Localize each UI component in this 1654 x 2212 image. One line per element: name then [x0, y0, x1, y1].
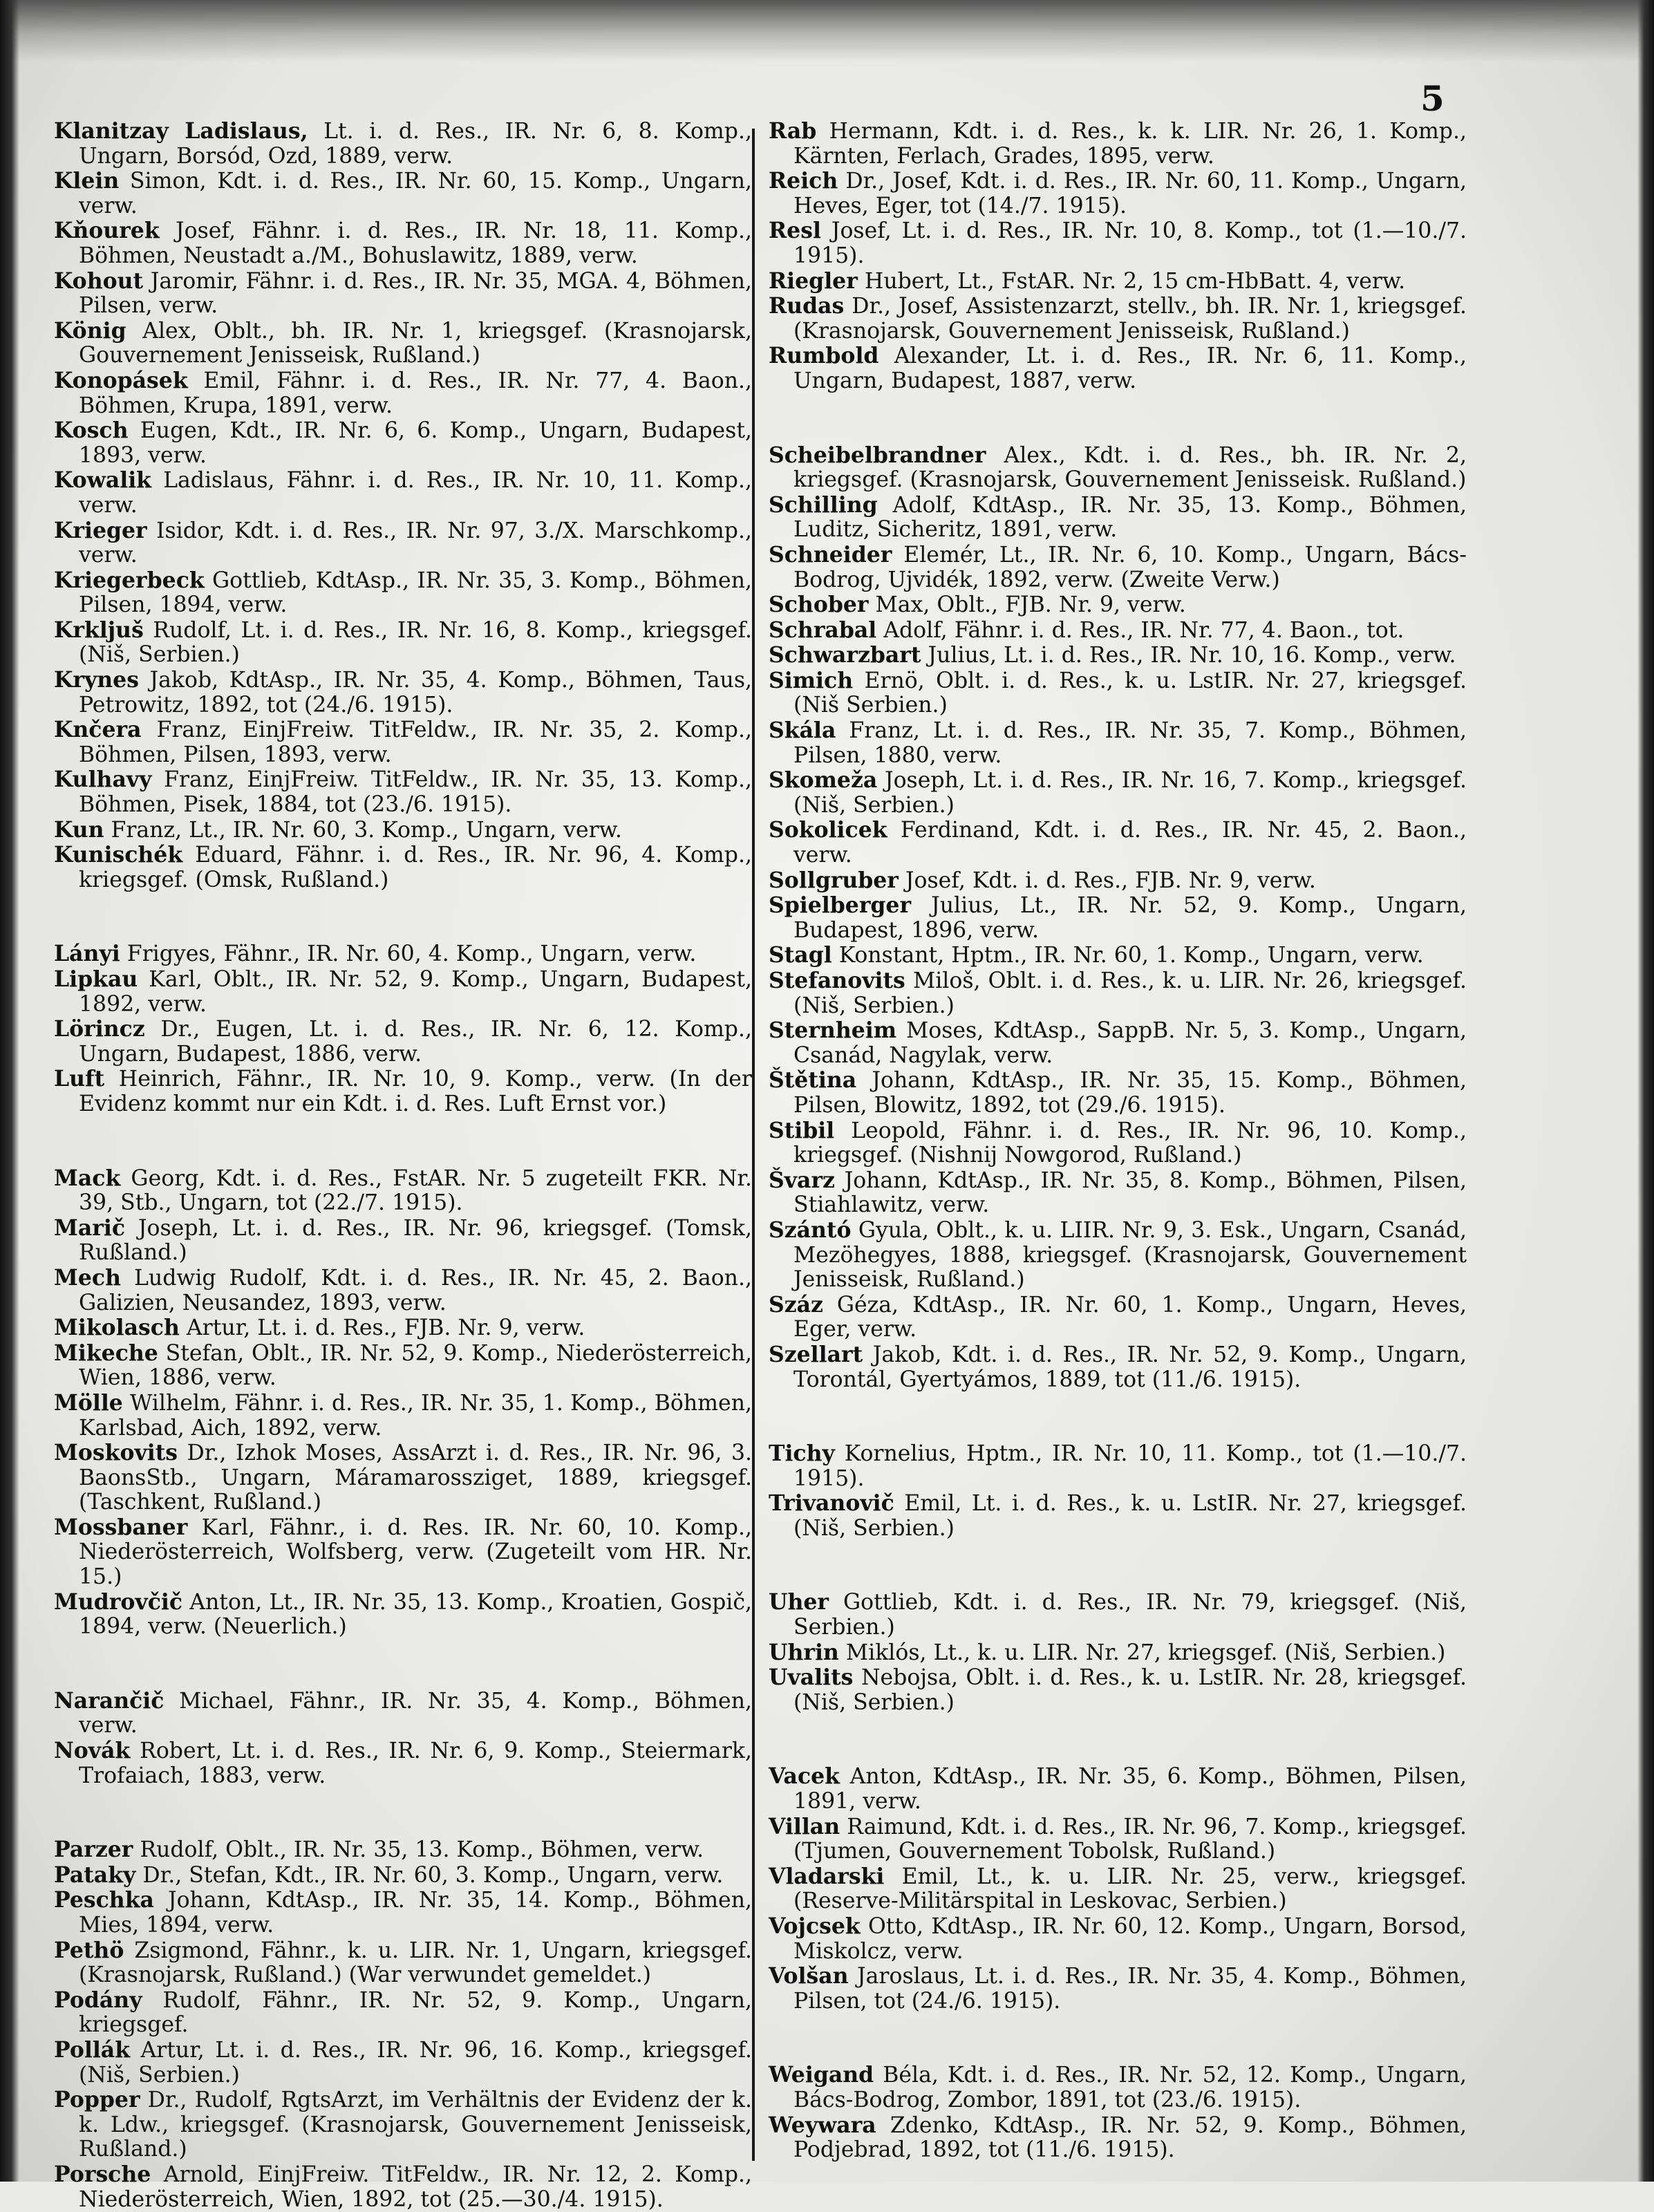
- section-gap: [769, 2014, 1467, 2063]
- entry-details: Arnold, EinjFreiw. TitFeldw., IR. Nr. 12, 2. Komp., Niederösterreich, Wien, 1892, tot (25.—30./4. 1915).: [79, 2162, 753, 2212]
- entry-details: Rudolf, Fähnr., IR. Nr. 52, 9. Komp., Ungarn, kriegsgef.: [79, 1987, 753, 2038]
- list-entry: [769, 718, 1467, 768]
- list-entry: [54, 1738, 752, 1788]
- entry-surname: Skomeža: [769, 767, 878, 794]
- entry-details: Leopold, Fähnr. i. d. Res., IR. Nr. 96, 10. Komp., kriegsgef. (Nishnij Nowgorod, Rußland.): [793, 1118, 1467, 1168]
- entry-surname: Weigand: [769, 2062, 874, 2088]
- entry-details: Zdenko, KdtAsp., IR. Nr. 52, 9. Komp., Böhmen, Podjebrad, 1892, tot (11./6. 1915).: [793, 2112, 1467, 2163]
- entry-surname: Pataky: [54, 1862, 136, 1888]
- entry-surname: Spielberger: [769, 892, 912, 919]
- entry-surname: Villan: [769, 1813, 840, 1839]
- entry-details: Hermann, Kdt. i. d. Res., k. k. LIR. Nr. 26, 1. Komp., Kärnten, Ferlach, Grades, 1895, verw.: [793, 119, 1467, 169]
- entry-details: Gottlieb, KdtAsp., IR. Nr. 35, 3. Komp., Böhmen, Pilsen, 1894, verw.: [79, 568, 752, 618]
- list-entry: [769, 1441, 1467, 1491]
- entry-details: Ferdinand, Kdt. i. d. Res., IR. Nr. 45, 2. Baon., verw.: [793, 818, 1467, 868]
- entry-surname: Luft: [54, 1066, 105, 1092]
- list-entry: [769, 618, 1467, 644]
- list-entry: [769, 1964, 1467, 2014]
- entry-surname: Mossbaner: [54, 1514, 188, 1540]
- entry-surname: Stagl: [769, 942, 832, 968]
- entry-details: Adolf, Fähnr. i. d. Res., IR. Nr. 77, 4. Baon., tot.: [883, 617, 1404, 643]
- entry-details: Miklós, Lt., k. u. LIR. Nr. 27, kriegsgef. (Niš, Serbien.): [845, 1640, 1446, 1665]
- list-entry: [54, 618, 752, 668]
- list-entry: [54, 718, 752, 767]
- entry-details: Josef, Fähnr. i. d. Res., IR. Nr. 18, 11. Komp., Böhmen, Neustadt a./M., Bohuslawitz, 1889, verw.: [79, 218, 753, 268]
- section-gap: [769, 1392, 1467, 1441]
- entry-details: Karl, Oblt., IR. Nr. 52, 9. Komp., Ungarn, Budapest, 1892, verw.: [79, 967, 752, 1017]
- list-entry: [54, 1863, 752, 1888]
- entry-surname: Mudrovčič: [54, 1588, 183, 1615]
- list-entry: [769, 2063, 1467, 2112]
- entry-details: Dr., Stefan, Kdt., IR. Nr. 60, 3. Komp., Ungarn, verw.: [142, 1862, 724, 1888]
- list-entry: [54, 1938, 752, 1988]
- list-entry: [769, 269, 1467, 294]
- entry-surname: Kohout: [54, 268, 144, 294]
- list-entry: [769, 768, 1467, 818]
- entry-surname: Resl: [769, 218, 821, 244]
- list-entry: [54, 1067, 752, 1116]
- entry-details: Dr., Josef, Assistenzarzt, stellv., bh. IR. Nr. 1, kriegsgef. (Krasnojarsk, Gouvernement Jenisseisk, Rußland.): [793, 294, 1467, 344]
- entry-details: Emil, Fähnr. i. d. Res., IR. Nr. 77, 4. Baon., Böhmen, Krupa, 1891, verw.: [79, 368, 753, 418]
- entry-surname: Štětina: [769, 1067, 857, 1094]
- section-gap: [769, 394, 1467, 443]
- list-entry: [769, 1018, 1467, 1068]
- list-entry: [769, 1815, 1467, 1864]
- entry-surname: Pethö: [54, 1937, 124, 1963]
- scan-shadow-right: [1637, 0, 1654, 2182]
- entry-surname: Pollák: [54, 2036, 131, 2063]
- entry-surname: Schwarzbart: [769, 642, 921, 668]
- left-column: [54, 119, 752, 2212]
- entry-surname: Uher: [769, 1589, 829, 1615]
- list-entry: [769, 294, 1467, 344]
- entry-details: Gyula, Oblt., k. u. LIIR. Nr. 9, 3. Esk., Ungarn, Csanád, Mezöhegyes, 1888, kriegsgef. (Krasnojarsk, Gouvernement Jenisseisk, Rußland.): [793, 1217, 1467, 1293]
- entry-surname: Vacek: [769, 1763, 840, 1790]
- entry-details: Kornelius, Hptm., IR. Nr. 10, 11. Komp., tot (1.—10./7. 1915).: [793, 1441, 1467, 1491]
- section-gap: [769, 1541, 1467, 1590]
- entry-details: Ernö, Oblt. i. d. Res., k. u. LstIR. Nr. 27, kriegsgef. (Niš Serbien.): [793, 668, 1467, 718]
- list-entry: [769, 1491, 1467, 1541]
- entry-details: Joseph, Lt. i. d. Res., IR. Nr. 16, 7. Komp., kriegsgef. (Niš, Serbien.): [793, 768, 1467, 818]
- entry-surname: Porsche: [54, 2161, 151, 2187]
- list-entry: [769, 968, 1467, 1018]
- list-entry: [54, 418, 752, 468]
- entry-details: Franz, EinjFreiw. TitFeldw., IR. Nr. 35, 2. Komp., Böhmen, Pilsen, 1893, verw.: [79, 718, 753, 767]
- entry-details: Anton, KdtAsp., IR. Nr. 35, 6. Komp., Böhmen, Pilsen, 1891, verw.: [793, 1764, 1467, 1815]
- entry-surname: Podány: [54, 1987, 142, 2013]
- entry-details: Nebojsa, Oblt. i. d. Res., k. u. LstIR. Nr. 28, kriegsgef. (Niš, Serbien.): [793, 1665, 1467, 1715]
- list-entry: [54, 818, 752, 843]
- entry-details: Moses, KdtAsp., SappB. Nr. 5, 3. Komp., Ungarn, Csanád, Nagylak, verw.: [793, 1018, 1467, 1068]
- list-entry: [769, 1914, 1467, 1964]
- entry-surname: Klein: [54, 168, 120, 194]
- list-entry: [54, 269, 752, 319]
- list-entry: [769, 169, 1467, 218]
- list-entry: [54, 941, 752, 967]
- list-entry: [769, 2113, 1467, 2163]
- entry-details: Otto, KdtAsp., IR. Nr. 60, 12. Komp., Ungarn, Borsod, Miskolcz, verw.: [793, 1914, 1467, 1964]
- entry-details: Zsigmond, Fähnr., k. u. LIR. Nr. 1, Ungarn, kriegsgef. (Krasnojarsk, Rußland.) (War verwundet gemeldet.): [79, 1938, 752, 1988]
- list-entry: [54, 1216, 752, 1266]
- entry-surname: Kosch: [54, 418, 129, 444]
- list-entry: [54, 1341, 752, 1391]
- entry-details: Anton, Lt., IR. Nr. 35, 13. Komp., Kroatien, Gospič, 1894, verw. (Neuerlich.): [79, 1589, 752, 1640]
- list-entry: [769, 1665, 1467, 1715]
- section-gap: [769, 1715, 1467, 1764]
- list-entry: [769, 1864, 1467, 1914]
- list-entry: [54, 1391, 752, 1441]
- entry-surname: Mikeche: [54, 1340, 158, 1366]
- list-entry: [769, 493, 1467, 543]
- entry-details: Artur, Lt. i. d. Res., FJB. Nr. 9, verw.: [186, 1315, 585, 1341]
- entry-details: Béla, Kdt. i. d. Res., IR. Nr. 52, 12. Komp., Ungarn, Bács-Bodrog, Zombor, 1891, tot (23./6. 1915).: [793, 2063, 1467, 2112]
- entry-details: Wilhelm, Fähnr. i. d. Res., IR. Nr. 35, 1. Komp., Böhmen, Karlsbad, Aich, 1892, verw.: [79, 1390, 752, 1441]
- entry-details: Jakob, KdtAsp., IR. Nr. 35, 4. Komp., Böhmen, Taus, Petrowitz, 1892, tot (24./6. 1915).: [79, 668, 752, 718]
- entry-surname: Tichy: [769, 1441, 835, 1467]
- list-entry: [54, 1590, 752, 1640]
- entry-details: Géza, KdtAsp., IR. Nr. 60, 1. Komp., Ungarn, Heves, Eger, verw.: [793, 1292, 1467, 1342]
- entry-details: Raimund, Kdt. i. d. Res., IR. Nr. 96, 7. Komp., kriegsgef. (Tjumen, Gouvernement Tobolsk, Rußland.): [793, 1814, 1467, 1864]
- right-column: [769, 119, 1467, 2163]
- scan-shadow-left: [0, 0, 19, 2182]
- entry-details: Emil, Lt., k. u. LIR. Nr. 25, verw., kriegsgef. (Reserve-Militärspital in Leskovac, Serbien.): [793, 1864, 1467, 1914]
- entry-surname: Szellart: [769, 1341, 863, 1367]
- entry-details: Lt. i. d. Res., IR. Nr. 6, 8. Komp., Ungarn, Borsód, Ozd, 1889, verw.: [79, 119, 752, 169]
- list-entry: [54, 368, 752, 418]
- list-entry: [54, 767, 752, 817]
- entry-details: Heinrich, Fähnr., IR. Nr. 10, 9. Komp., verw. (In der Evidenz kommt nur ein Kdt. i. d. Res. Luft Ernst vor.): [79, 1067, 752, 1116]
- list-entry: [54, 1515, 752, 1590]
- entry-details: Max, Oblt., FJB. Nr. 9, verw.: [875, 592, 1186, 618]
- entry-surname: Narančič: [54, 1687, 165, 1714]
- entry-surname: Rudas: [769, 293, 845, 319]
- entry-details: Josef, Kdt. i. d. Res., FJB. Nr. 9, verw.: [905, 868, 1316, 893]
- entry-details: Rudolf, Lt. i. d. Res., IR. Nr. 16, 8. Komp., kriegsgef. (Niš, Serbien.): [79, 617, 752, 668]
- list-entry: [54, 1266, 752, 1315]
- section-gap: [54, 1117, 752, 1166]
- list-entry: [54, 518, 752, 568]
- list-entry: [54, 1441, 752, 1515]
- entry-details: Johann, KdtAsp., IR. Nr. 35, 8. Komp., Böhmen, Pilsen, Stiahlawitz, verw.: [793, 1168, 1467, 1218]
- entry-details: Dr., Rudolf, RgtsArzt, im Verhältnis der Evidenz der k. k. Ldw., kriegsgef. (Krasnojarsk, Gouvernement Jenisseisk, Rußland.): [79, 2088, 752, 2162]
- entry-details: Simon, Kdt. i. d. Res., IR. Nr. 60, 15. Komp., Ungarn, verw.: [79, 169, 752, 218]
- scan-shadow-top: [0, 0, 1654, 62]
- entry-surname: Lörincz: [54, 1016, 145, 1042]
- entry-surname: Uhrin: [769, 1639, 839, 1665]
- entry-details: Konstant, Hptm., IR. Nr. 60, 1. Komp., Ungarn, verw.: [838, 943, 1424, 968]
- entry-surname: Stibil: [769, 1117, 835, 1143]
- list-entry: [54, 468, 752, 518]
- entry-details: Miloš, Oblt. i. d. Res., k. u. LIR. Nr. 26, kriegsgef. (Niš, Serbien.): [793, 968, 1467, 1018]
- entry-details: Adolf, KdtAsp., IR. Nr. 35, 13. Komp., Böhmen, Luditz, Sicheritz, 1891, verw.: [793, 492, 1467, 543]
- list-entry: [54, 2038, 752, 2088]
- entry-surname: Kulhavy: [54, 767, 152, 793]
- list-entry: [769, 893, 1467, 943]
- list-entry: [769, 119, 1467, 169]
- section-gap: [54, 892, 752, 941]
- entry-surname: Kunischék: [54, 842, 183, 868]
- list-entry: [769, 1068, 1467, 1118]
- entry-surname: Lipkau: [54, 966, 138, 992]
- entry-details: Isidor, Kdt. i. d. Res., IR. Nr. 97, 3./X. Marschkomp., verw.: [79, 518, 752, 568]
- list-entry: [769, 1118, 1467, 1168]
- entry-surname: Stefanovits: [769, 968, 905, 993]
- list-entry: [54, 1988, 752, 2038]
- entry-surname: Mech: [54, 1264, 121, 1291]
- entry-details: Joseph, Lt. i. d. Res., IR. Nr. 96, kriegsgef. (Tomsk, Rußland.): [79, 1215, 753, 1266]
- entry-details: Karl, Fähnr., i. d. Res. IR. Nr. 60, 10. Komp., Niederösterreich, Wolfsberg, verw. (Zugeteilt vom HR. Nr. 15.): [79, 1515, 752, 1590]
- entry-surname: Reich: [769, 168, 838, 194]
- entry-details: Frigyes, Fähnr., IR. Nr. 60, 4. Komp., Ungarn, verw.: [126, 941, 697, 967]
- list-entry: [769, 443, 1467, 493]
- entry-surname: Konopásek: [54, 367, 188, 393]
- entry-details: Georg, Kdt. i. d. Res., FstAR. Nr. 5 zugeteilt FKR. Nr. 39, Stb., Ungarn, tot (22./7. 1915).: [79, 1165, 753, 1216]
- entry-surname: Vladarski: [769, 1863, 885, 1889]
- entry-surname: Moskovits: [54, 1440, 178, 1466]
- entry-details: Julius, Lt., IR. Nr. 52, 9. Komp., Ungarn, Budapest, 1896, verw.: [793, 893, 1467, 943]
- entry-details: Alex, Oblt., bh. IR. Nr. 1, kriegsgef. (Krasnojarsk, Gouvernement Jenisseisk, Rußland.): [79, 318, 752, 368]
- entry-details: Julius, Lt. i. d. Res., IR. Nr. 10, 16. Komp., verw.: [928, 643, 1456, 668]
- list-entry: [54, 967, 752, 1017]
- entry-surname: Skála: [769, 718, 836, 744]
- entry-surname: Mölle: [54, 1389, 123, 1416]
- entry-details: Eduard, Fähnr. i. d. Res., IR. Nr. 96, 4. Komp., kriegsgef. (Omsk, Rußland.): [79, 843, 752, 892]
- section-gap: [54, 1640, 752, 1689]
- list-entry: [769, 668, 1467, 718]
- entry-surname: Simich: [769, 667, 854, 693]
- entry-surname: Riegler: [769, 268, 858, 294]
- entry-surname: Sternheim: [769, 1018, 897, 1044]
- entry-surname: Sollgruber: [769, 867, 899, 893]
- entry-surname: Kun: [54, 816, 104, 843]
- entry-details: Emil, Lt. i. d. Res., k. u. LstIR. Nr. 27, kriegsgef. (Niš, Serbien.): [793, 1491, 1467, 1541]
- entry-details: Elemér, Lt., IR. Nr. 6, 10. Komp., Ungarn, Bács-Bodrog, Ujvidék, 1892, verw. (Zweite Verw.): [793, 542, 1467, 592]
- entry-details: Dr., Josef, Kdt. i. d. Res., IR. Nr. 60, 11. Komp., Ungarn, Heves, Eger, tot (14./7. 1915).: [793, 169, 1467, 218]
- entry-details: Michael, Fähnr., IR. Nr. 35, 4. Komp., Böhmen, verw.: [79, 1688, 752, 1738]
- entry-surname: Szántó: [769, 1217, 852, 1243]
- entry-surname: Lányi: [54, 941, 120, 967]
- entry-details: Franz, EinjFreiw. TitFeldw., IR. Nr. 35, 13. Komp., Böhmen, Pisek, 1884, tot (23./6. 1915).: [79, 767, 752, 818]
- entry-surname: Krynes: [54, 667, 139, 693]
- entry-details: Rudolf, Oblt., IR. Nr. 35, 13. Komp., Böhmen, verw.: [140, 1837, 704, 1863]
- entry-surname: Rab: [769, 118, 817, 144]
- entry-details: Hubert, Lt., FstAR. Nr. 2, 15 cm-HbBatt. 4, verw.: [864, 268, 1406, 294]
- list-entry: [769, 1168, 1467, 1218]
- list-entry: [769, 344, 1467, 393]
- entry-surname: Kriegerbeck: [54, 567, 205, 593]
- column-divider: [752, 129, 755, 2161]
- list-entry: [54, 1017, 752, 1067]
- list-entry: [54, 1689, 752, 1738]
- entry-surname: Parzer: [54, 1837, 133, 1863]
- entry-details: Josef, Lt. i. d. Res., IR. Nr. 10, 8. Komp., tot (1.—10./7. 1915).: [793, 218, 1467, 268]
- list-entry: [54, 1315, 752, 1341]
- entry-details: Dr., Izhok Moses, AssArzt i. d. Res., IR. Nr. 96, 3. BaonsStb., Ungarn, Máramarossziget, 1889, kriegsgef. (Taschkent, Rußland.): [79, 1441, 752, 1515]
- entry-surname: Peschka: [54, 1887, 154, 1913]
- section-gap: [54, 1788, 752, 1837]
- entry-details: Franz, Lt., IR. Nr. 60, 3. Komp., Ungarn, verw.: [111, 817, 622, 843]
- list-entry: [769, 592, 1467, 618]
- list-entry: [769, 543, 1467, 592]
- entry-surname: Kowalik: [54, 467, 151, 494]
- list-entry: [54, 2088, 752, 2162]
- entry-details: Alexander, Lt. i. d. Res., IR. Nr. 6, 11. Komp., Ungarn, Budapest, 1887, verw.: [793, 344, 1467, 393]
- entry-surname: Trivanovič: [769, 1490, 894, 1517]
- list-entry: [54, 319, 752, 368]
- list-entry: [54, 218, 752, 268]
- entry-details: Gottlieb, Kdt. i. d. Res., IR. Nr. 79, kriegsgef. (Niš, Serbien.): [793, 1590, 1467, 1640]
- entry-surname: Száz: [769, 1291, 823, 1318]
- list-entry: [54, 668, 752, 718]
- entry-details: Jaroslaus, Lt. i. d. Res., IR. Nr. 35, 4. Komp., Böhmen, Pilsen, tot (24./6. 1915).: [793, 1964, 1467, 2014]
- entry-surname: Krkljuš: [54, 617, 144, 643]
- entry-details: Robert, Lt. i. d. Res., IR. Nr. 6, 9. Komp., Steiermark, Trofaiach, 1883, verw.: [79, 1738, 752, 1788]
- list-entry: [769, 868, 1467, 894]
- entry-details: Franz, Lt. i. d. Res., IR. Nr. 35, 7. Komp., Böhmen, Pilsen, 1880, verw.: [793, 718, 1467, 768]
- entry-details: Jakob, Kdt. i. d. Res., IR. Nr. 52, 9. Komp., Ungarn, Torontál, Gyertyámos, 1889, tot (11./6. 1915).: [793, 1342, 1467, 1392]
- list-entry: [769, 1218, 1467, 1293]
- list-entry: [54, 1166, 752, 1216]
- entry-surname: Schilling: [769, 491, 878, 518]
- list-entry: [54, 568, 752, 618]
- entry-details: Ladislaus, Fähnr. i. d. Res., IR. Nr. 10, 11. Komp., verw.: [79, 468, 752, 518]
- entry-surname: Mack: [54, 1165, 121, 1191]
- entry-details: Jaromir, Fähnr. i. d. Res., IR. Nr. 35, MGA. 4, Böhmen, Pilsen, verw.: [79, 268, 753, 319]
- list-entry: [769, 1764, 1467, 1814]
- entry-surname: Scheibelbrandner: [769, 442, 986, 468]
- entry-surname: Schrabal: [769, 617, 877, 643]
- entry-details: Dr., Eugen, Lt. i. d. Res., IR. Nr. 6, 12. Komp., Ungarn, Budapest, 1886, verw.: [79, 1017, 753, 1067]
- list-entry: [54, 119, 752, 169]
- entry-surname: Schneider: [769, 541, 892, 568]
- list-entry: [54, 843, 752, 892]
- entry-surname: Rumbold: [769, 343, 879, 369]
- entry-details: Johann, KdtAsp., IR. Nr. 35, 15. Komp., Böhmen, Pilsen, Blowitz, 1892, tot (29./6. 1915).: [793, 1068, 1467, 1118]
- entry-details: Stefan, Oblt., IR. Nr. 52, 9. Komp., Niederösterreich, Wien, 1886, verw.: [79, 1340, 752, 1391]
- list-entry: [769, 218, 1467, 268]
- entry-details: Ludwig Rudolf, Kdt. i. d. Res., IR. Nr. 45, 2. Baon., Galizien, Neusandez, 1893, verw.: [79, 1265, 752, 1315]
- entry-surname: Schober: [769, 592, 869, 618]
- entry-details: Eugen, Kdt., IR. Nr. 6, 6. Komp., Ungarn, Budapest, 1893, verw.: [79, 418, 752, 468]
- entry-surname: König: [54, 317, 126, 344]
- list-entry: [769, 1342, 1467, 1392]
- entry-surname: Vojcsek: [769, 1913, 861, 1939]
- entry-surname: Popper: [54, 2087, 140, 2113]
- page-number: 5: [1420, 78, 1445, 119]
- list-entry: [769, 943, 1467, 968]
- list-entry: [54, 1888, 752, 1938]
- list-entry: [769, 643, 1467, 668]
- entry-surname: Novák: [54, 1738, 131, 1764]
- entry-surname: Krieger: [54, 517, 147, 543]
- entry-surname: Kňourek: [54, 218, 160, 244]
- list-entry: [769, 1590, 1467, 1640]
- entry-surname: Volšan: [769, 1963, 849, 1989]
- entry-details: Alex., Kdt. i. d. Res., bh. IR. Nr. 2, kriegsgef. (Krasnojarsk, Gouvernement Jenisseisk. Rußland.): [793, 442, 1467, 493]
- entry-surname: Marič: [54, 1215, 126, 1241]
- entry-surname: Weywara: [769, 2112, 876, 2138]
- entry-surname: Sokolicek: [769, 817, 887, 843]
- entry-surname: Mikolasch: [54, 1315, 180, 1341]
- entry-details: Artur, Lt. i. d. Res., IR. Nr. 96, 16. Komp., kriegsgef. (Niš, Serbien.): [79, 2037, 752, 2088]
- list-entry: [769, 818, 1467, 868]
- list-entry: [769, 1640, 1467, 1666]
- list-entry: [769, 1293, 1467, 1342]
- entry-surname: Knčera: [54, 717, 142, 743]
- entry-surname: Uvalits: [769, 1665, 854, 1691]
- entry-surname: Klanitzay Ladislaus,: [54, 118, 308, 144]
- list-entry: [54, 169, 752, 218]
- list-entry: [54, 1837, 752, 1863]
- entry-surname: Švarz: [769, 1167, 835, 1193]
- entry-details: Johann, KdtAsp., IR. Nr. 35, 14. Komp., Böhmen, Mies, 1894, verw.: [79, 1888, 753, 1938]
- list-entry: [54, 2162, 752, 2212]
